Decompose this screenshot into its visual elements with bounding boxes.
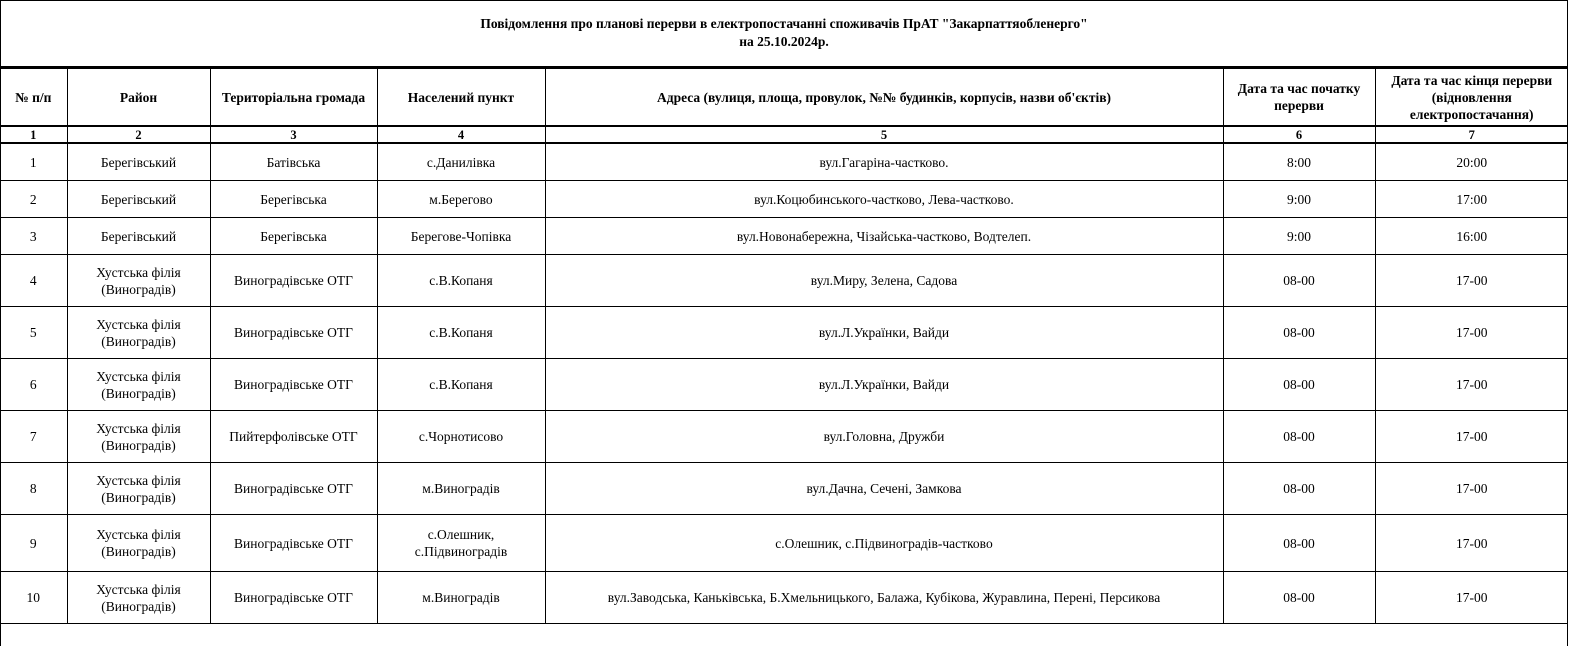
cell-end-time: 17-00 — [1375, 515, 1568, 572]
cell-district: Хустська філія (Виноградів) — [67, 359, 210, 411]
cell-start-time: 08-00 — [1223, 411, 1375, 463]
cell-address: вул.Дачна, Сечені, Замкова — [545, 463, 1223, 515]
header-community: Територіальна громада — [210, 69, 377, 127]
cell-start-time: 08-00 — [1223, 515, 1375, 572]
cell-district: Хустська філія (Виноградів) — [67, 255, 210, 307]
column-number: 7 — [1375, 126, 1568, 143]
cell-start-time: 9:00 — [1223, 181, 1375, 218]
cell-community: Батівська — [210, 143, 377, 181]
cell-district: Хустська філія (Виноградів) — [67, 515, 210, 572]
cell-community: Виноградівське ОТГ — [210, 359, 377, 411]
cell-number: 10 — [0, 572, 67, 624]
cell-settlement: м.Берегово — [377, 181, 545, 218]
cell-number: 1 — [0, 143, 67, 181]
table-row — [0, 411, 1568, 463]
cell-settlement: с.В.Копаня — [377, 255, 545, 307]
cell-settlement: с.Олешник, с.Підвиноградів — [377, 515, 545, 572]
header-address: Адреса (вулиця, площа, провулок, №№ будинків, корпусів, назви об'єктів) — [545, 69, 1223, 127]
cell-start-time: 9:00 — [1223, 218, 1375, 255]
outage-table — [0, 68, 1568, 624]
cell-settlement: с.В.Копаня — [377, 307, 545, 359]
cell-address: вул.Головна, Дружби — [545, 411, 1223, 463]
cell-district: Хустська філія (Виноградів) — [67, 463, 210, 515]
column-number: 5 — [545, 126, 1223, 143]
cell-number: 9 — [0, 515, 67, 572]
title-line-1: Повідомлення про планові перерви в електропостачанні споживачів ПрАТ "Закарпаттяобленерго" — [480, 16, 1088, 31]
column-number: 6 — [1223, 126, 1375, 143]
header-end-time: Дата та час кінця перерви (відновлення електропостачання) — [1375, 69, 1568, 127]
cell-end-time: 17-00 — [1375, 411, 1568, 463]
cell-district: Берегівський — [67, 143, 210, 181]
cell-settlement: м.Виноградів — [377, 572, 545, 624]
cell-settlement: с.Чорнотисово — [377, 411, 545, 463]
cell-end-time: 17-00 — [1375, 307, 1568, 359]
table-row — [0, 572, 1568, 624]
table-row — [0, 255, 1568, 307]
table-row — [0, 359, 1568, 411]
cell-number: 8 — [0, 463, 67, 515]
cell-number: 3 — [0, 218, 67, 255]
cell-start-time: 08-00 — [1223, 255, 1375, 307]
table-row — [0, 143, 1568, 181]
cell-end-time: 16:00 — [1375, 218, 1568, 255]
cell-start-time: 08-00 — [1223, 572, 1375, 624]
cell-settlement: с.Данилівка — [377, 143, 545, 181]
header-row — [0, 69, 1568, 127]
cell-address: с.Олешник, с.Підвиноградів-частково — [545, 515, 1223, 572]
cell-number: 2 — [0, 181, 67, 218]
cell-number: 5 — [0, 307, 67, 359]
column-number: 4 — [377, 126, 545, 143]
cell-community: Пийтерфолівське ОТГ — [210, 411, 377, 463]
table-row — [0, 463, 1568, 515]
cell-end-time: 17-00 — [1375, 359, 1568, 411]
header-settlement: Населений пункт — [377, 69, 545, 127]
header-number: № п/п — [0, 69, 67, 127]
cell-community: Виноградівське ОТГ — [210, 463, 377, 515]
cell-settlement: Берегове-Чопівка — [377, 218, 545, 255]
cell-address: вул.Заводська, Каньківська, Б.Хмельницького, Балажа, Кубікова, Журавлина, Перені, Персикова — [545, 572, 1223, 624]
title-line-2: на 25.10.2024р. — [739, 34, 829, 49]
cell-start-time: 08-00 — [1223, 359, 1375, 411]
cell-address: вул.Л.Українки, Вайди — [545, 307, 1223, 359]
cell-end-time: 17-00 — [1375, 572, 1568, 624]
table-row — [0, 307, 1568, 359]
column-number: 3 — [210, 126, 377, 143]
cell-community: Виноградівське ОТГ — [210, 255, 377, 307]
cell-end-time: 20:00 — [1375, 143, 1568, 181]
cell-number: 7 — [0, 411, 67, 463]
cell-address: вул.Новонабережна, Чізайська-частково, Водтелеп. — [545, 218, 1223, 255]
header-start-time: Дата та час початку перерви — [1223, 69, 1375, 127]
table-row — [0, 181, 1568, 218]
cell-end-time: 17:00 — [1375, 181, 1568, 218]
cell-start-time: 08-00 — [1223, 463, 1375, 515]
document-title — [0, 0, 1568, 68]
cell-address: вул.Коцюбинського-частково, Лева-частково. — [545, 181, 1223, 218]
cell-district: Хустська філія (Виноградів) — [67, 572, 210, 624]
column-number: 1 — [0, 126, 67, 143]
column-number-row — [0, 126, 1568, 143]
cell-number: 6 — [0, 359, 67, 411]
cell-district: Хустська філія (Виноградів) — [67, 411, 210, 463]
cell-community: Виноградівське ОТГ — [210, 307, 377, 359]
cell-number: 4 — [0, 255, 67, 307]
cell-address: вул.Гагаріна-частково. — [545, 143, 1223, 181]
cell-community: Виноградівське ОТГ — [210, 572, 377, 624]
cell-district: Берегівський — [67, 181, 210, 218]
cell-community: Берегівська — [210, 218, 377, 255]
cell-end-time: 17-00 — [1375, 463, 1568, 515]
cell-district: Хустська філія (Виноградів) — [67, 307, 210, 359]
cell-community: Виноградівське ОТГ — [210, 515, 377, 572]
cell-address: вул.Миру, Зелена, Садова — [545, 255, 1223, 307]
cell-start-time: 8:00 — [1223, 143, 1375, 181]
table-row — [0, 515, 1568, 572]
header-district: Район — [67, 69, 210, 127]
cell-settlement: м.Виноградів — [377, 463, 545, 515]
cell-start-time: 08-00 — [1223, 307, 1375, 359]
cell-community: Берегівська — [210, 181, 377, 218]
cell-settlement: с.В.Копаня — [377, 359, 545, 411]
cell-address: вул.Л.Українки, Вайди — [545, 359, 1223, 411]
table-row — [0, 218, 1568, 255]
cell-district: Берегівський — [67, 218, 210, 255]
cell-end-time: 17-00 — [1375, 255, 1568, 307]
column-number: 2 — [67, 126, 210, 143]
